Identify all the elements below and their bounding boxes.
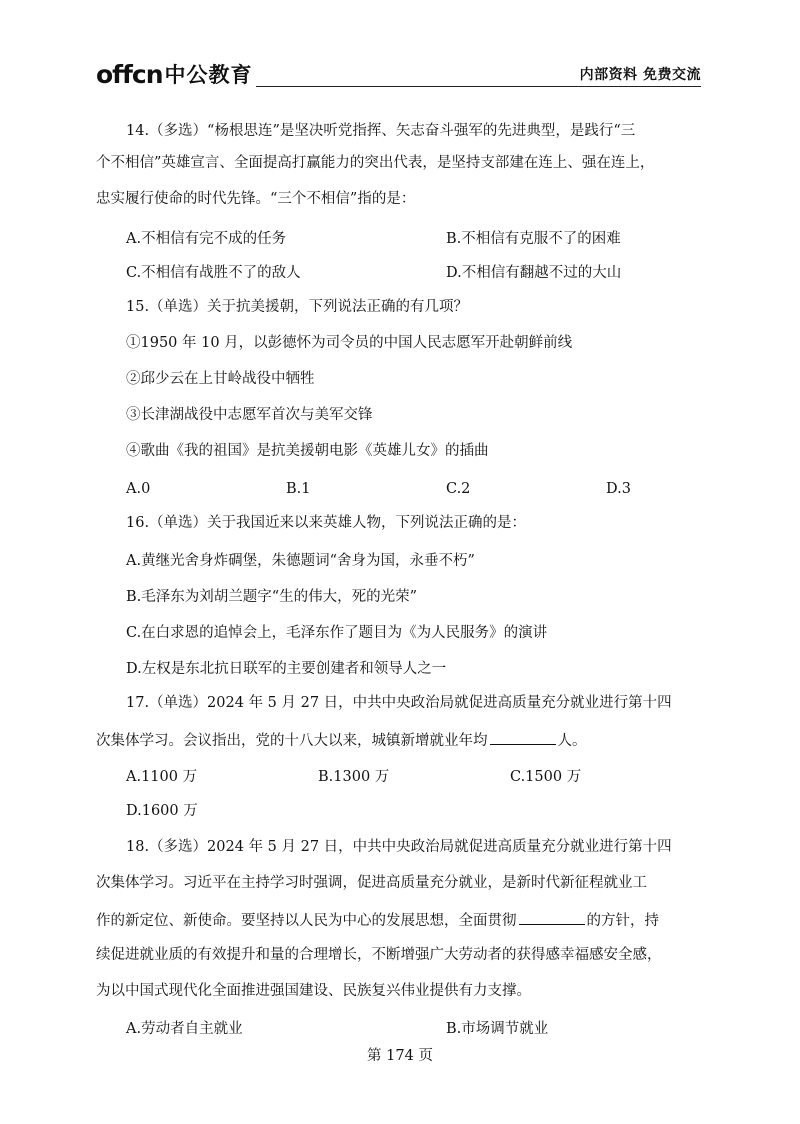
q18-line-5: 为以中国式现代化全面推进强国建设、民族复兴伟业提供有力支撑。 — [96, 983, 531, 999]
q14-line-2: 个不相信”英雄宣言、全面提高打赢能力的突出代表，是坚持支部建在连上、强在连上， — [96, 155, 655, 171]
q18-line-2: 次集体学习。习近平在主持学习时强调，促进高质量充分就业，是新时代新征程就业工 — [96, 875, 647, 891]
offcn-logo — [96, 58, 253, 88]
q14-option-b: B.不相信有克服不了的困难 — [446, 231, 621, 247]
q15-option-a: A.0 — [126, 481, 151, 497]
q14-option-d: D.不相信有翻越不过的大山 — [446, 265, 622, 281]
q17-line-2-text: 次集体学习。会议指出，党的十八大以来，城镇新增就业年均 — [96, 733, 488, 749]
q14-line-3: 忠实履行使命的时代先锋。“三个不相信”指的是： — [96, 191, 416, 207]
q17-option-c: C.1500 万 — [510, 769, 582, 785]
header-note: 内部资料 免费交流 — [579, 67, 701, 83]
q17-line-2-tail: 人。 — [557, 733, 587, 749]
q17-line-1: 17.（单选）2024 年 5 月 27 日，中共中央政治局就促进高质量充分就业进行第十四 — [126, 695, 672, 711]
q15-option-b: B.1 — [286, 481, 311, 497]
q14-option-a: A.不相信有完不成的任务 — [126, 231, 287, 247]
q15-stem: 15.（单选）关于抗美援朝，下列说法正确的有几项？ — [126, 299, 469, 315]
q14-line-1: 14.（多选）“杨根思连”是坚决听党指挥、矢志奋斗强军的先进典型，是践行“三 — [126, 123, 636, 139]
q16-stem: 16.（单选）关于我国近来以来英雄人物，下列说法正确的是： — [126, 515, 527, 531]
q16-option-d: D.左权是东北抗日联军的主要创建者和领导人之一 — [126, 661, 447, 677]
q14-option-c: C.不相信有战胜不了的敌人 — [126, 265, 301, 281]
header-rule — [256, 86, 701, 87]
q16-option-b: B.毛泽东为刘胡兰题字“生的伟大，死的光荣” — [126, 589, 418, 605]
q15-item-2: ②邱少云在上甘岭战役中牺牲 — [126, 371, 315, 387]
q18-line-4: 续促进就业质的有效提升和量的合理增长，不断增强广大劳动者的获得感幸福感安全感， — [96, 947, 662, 963]
logo-chinese: 中公教育 — [164, 63, 253, 87]
q18-option-b: B.市场调节就业 — [446, 1021, 549, 1037]
q15-option-c: C.2 — [446, 481, 471, 497]
q16-option-c: C.在白求恩的追悼会上，毛泽东作了题目为《为人民服务》的演讲 — [126, 625, 548, 641]
q15-item-3: ③长津湖战役中志愿军首次与美军交锋 — [126, 407, 373, 423]
q17-line-2 — [96, 728, 587, 752]
q18-line-3-tail: 的方针，持 — [586, 913, 659, 929]
q18-line-1: 18.（多选）2024 年 5 月 27 日，中共中央政治局就促进高质量充分就业进行第十四 — [126, 839, 672, 855]
page-number: 第 174 页 — [367, 1048, 433, 1064]
q17-option-d: D.1600 万 — [126, 803, 198, 819]
q17-answer-blank — [490, 728, 556, 745]
q17-option-b: B.1300 万 — [318, 769, 390, 785]
q15-item-4: ④歌曲《我的祖国》是抗美援朝电影《英雄儿女》的插曲 — [126, 443, 489, 459]
q18-line-3 — [96, 908, 659, 932]
q15-item-1: ①1950 年 10 月，以彭德怀为司令员的中国人民志愿军开赴朝鲜前线 — [126, 335, 573, 351]
q17-option-a: A.1100 万 — [126, 769, 198, 785]
q18-answer-blank — [519, 908, 585, 925]
page-header — [96, 58, 701, 88]
q18-line-3-text: 作的新定位、新使命。要坚持以人民为中心的发展思想，全面贯彻 — [96, 913, 517, 929]
q15-option-d: D.3 — [606, 481, 631, 497]
q18-option-a: A.劳动者自主就业 — [126, 1021, 243, 1037]
q16-option-a: A.黄继光舍身炸碉堡，朱德题词“舍身为国，永垂不朽” — [126, 553, 475, 569]
logo-english: offcn — [96, 60, 163, 89]
